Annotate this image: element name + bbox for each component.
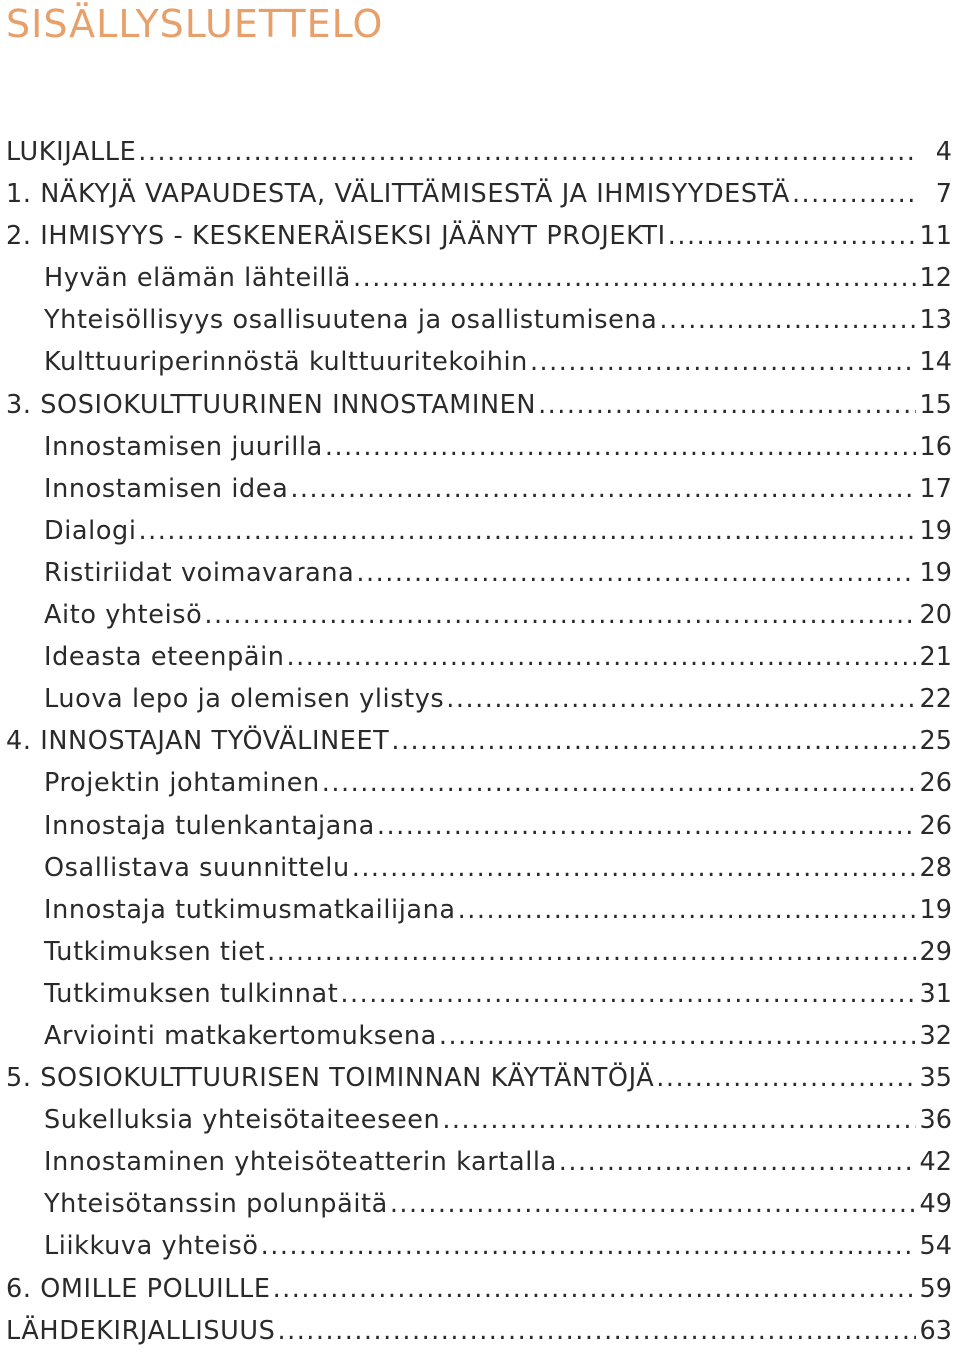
dot-leader	[340, 973, 915, 1015]
toc-entry-page-number: 54	[919, 1231, 952, 1262]
toc-entry-page-number: 13	[919, 305, 952, 336]
toc-entry[interactable]	[0, 215, 960, 257]
dot-leader	[139, 510, 916, 552]
toc-entry-title: LUKIJALLE	[6, 137, 137, 167]
toc-entry-title: Osallistava suunnittelu	[44, 852, 350, 883]
toc-entry[interactable]	[0, 468, 960, 510]
dot-leader	[138, 131, 918, 173]
toc-entry[interactable]	[0, 257, 960, 299]
toc-entry-page-number: 29	[919, 936, 952, 967]
toc-entry-page-number: 19	[919, 515, 952, 546]
toc-entry-page-number: 14	[919, 347, 952, 378]
dot-leader	[287, 636, 916, 678]
toc-entry[interactable]	[0, 1310, 960, 1352]
dot-leader	[353, 257, 916, 299]
toc-entry-page-number: 22	[919, 684, 952, 715]
toc-entry[interactable]	[0, 889, 960, 931]
toc-entry[interactable]	[0, 1183, 960, 1225]
page-title: SISÄLLYSLUETTELO	[6, 2, 384, 46]
toc-entry-title: Luova lepo ja olemisen ylistys	[44, 684, 445, 715]
toc-entry-title: Tutkimuksen tulkinnat	[44, 978, 339, 1009]
toc-entry-title: Kulttuuriperinnöstä kulttuuritekoihin	[44, 347, 528, 378]
toc-entry[interactable]	[0, 173, 960, 215]
toc-entry-page-number: 16	[919, 431, 952, 462]
toc-entry-title: Yhteisötanssin polunpäitä	[44, 1189, 388, 1220]
toc-entry[interactable]	[0, 510, 960, 552]
toc-entry-page-number: 36	[919, 1105, 952, 1136]
toc-entry-title: Aito yhteisö	[44, 600, 203, 631]
toc-entry-title: Innostaminen yhteisöteatterin kartalla	[44, 1147, 557, 1178]
dot-leader	[261, 1225, 916, 1267]
toc-entry[interactable]	[0, 1225, 960, 1267]
toc-entry-page-number: 7	[935, 179, 952, 210]
dot-leader	[656, 1057, 915, 1099]
toc-entry-page-number: 35	[919, 1063, 952, 1094]
toc-entry[interactable]	[0, 1057, 960, 1099]
toc-entry-page-number: 4	[935, 137, 952, 167]
toc-entry[interactable]	[0, 762, 960, 804]
dot-leader	[668, 215, 916, 257]
toc-entry[interactable]	[0, 426, 960, 468]
dot-leader	[390, 1183, 916, 1225]
dot-leader	[204, 594, 915, 636]
toc-entry[interactable]	[0, 805, 960, 847]
toc-entry[interactable]	[0, 847, 960, 889]
dot-leader	[377, 805, 916, 847]
toc-entry-page-number: 26	[919, 768, 952, 799]
table-of-contents	[0, 131, 960, 1352]
toc-entry-title: Projektin johtaminen	[44, 768, 320, 799]
dot-leader	[446, 678, 915, 720]
toc-entry-page-number: 12	[919, 263, 952, 294]
toc-entry[interactable]	[0, 299, 960, 341]
toc-entry-page-number: 20	[919, 600, 952, 631]
toc-entry-page-number: 32	[919, 1020, 952, 1051]
toc-entry-title: 3. SOSIOKULTTUURINEN INNOSTAMINEN	[6, 389, 537, 420]
toc-entry-title: Tutkimuksen tiet	[44, 936, 266, 967]
toc-entry[interactable]	[0, 384, 960, 426]
toc-entry-page-number: 63	[919, 1315, 952, 1346]
toc-entry-title: 2. IHMISYYS - KESKENERÄISEKSI JÄÄNYT PROJEKTI	[6, 221, 666, 252]
toc-entry-title: Innostamisen juurilla	[44, 431, 323, 462]
toc-entry-page-number: 31	[919, 978, 952, 1009]
dot-leader	[325, 426, 916, 468]
toc-entry-title: Arviointi matkakertomuksena	[44, 1020, 437, 1051]
toc-entry-title: 1. NÄKYJÄ VAPAUDESTA, VÄLITTÄMISESTÄ JA IHMISYYDESTÄ	[6, 179, 790, 210]
dot-leader	[792, 173, 918, 215]
toc-entry-page-number: 11	[919, 221, 952, 252]
toc-entry-page-number: 25	[919, 726, 952, 757]
dot-leader	[559, 1141, 916, 1183]
toc-entry-title: Hyvän elämän lähteillä	[44, 263, 352, 294]
toc-entry-title: Innostamisen idea	[44, 473, 289, 504]
toc-entry-title: Dialogi	[44, 515, 137, 546]
toc-entry-title: Liikkuva yhteisö	[44, 1231, 259, 1262]
toc-entry-page-number: 15	[919, 389, 952, 420]
toc-entry[interactable]	[0, 341, 960, 383]
toc-entry[interactable]	[0, 552, 960, 594]
toc-entry-title: Ristiriidat voimavarana	[44, 557, 355, 588]
dot-leader	[439, 1015, 916, 1057]
toc-entry-page-number: 19	[919, 557, 952, 588]
toc-entry[interactable]	[0, 720, 960, 762]
toc-entry-title: 6. OMILLE POLUILLE	[6, 1273, 271, 1304]
toc-entry-title: LÄHDEKIRJALLISUUS	[6, 1315, 276, 1346]
dot-leader	[538, 384, 915, 426]
toc-entry[interactable]	[0, 931, 960, 973]
toc-entry[interactable]	[0, 1141, 960, 1183]
toc-entry-title: Innostaja tulenkantajana	[44, 810, 375, 841]
toc-entry-page-number: 26	[919, 810, 952, 841]
dot-leader	[530, 341, 916, 383]
toc-entry-title: 5. SOSIOKULTTUURISEN TOIMINNAN KÄYTÄNTÖJÄ	[6, 1063, 655, 1094]
toc-entry-page-number: 42	[919, 1147, 952, 1178]
dot-leader	[442, 1099, 915, 1141]
toc-entry-title: Yhteisöllisyys osallisuutena ja osallistumisena	[44, 305, 658, 336]
toc-entry[interactable]	[0, 131, 960, 173]
toc-entry[interactable]	[0, 1268, 960, 1310]
dot-leader	[356, 552, 915, 594]
dot-leader	[352, 847, 916, 889]
toc-entry-page-number: 17	[919, 473, 952, 504]
dot-leader	[322, 762, 916, 804]
toc-entry[interactable]	[0, 636, 960, 678]
toc-entry-page-number: 28	[919, 852, 952, 883]
dot-leader	[267, 931, 915, 973]
toc-entry-page-number: 21	[919, 642, 952, 673]
dot-leader	[659, 299, 915, 341]
toc-entry[interactable]	[0, 973, 960, 1015]
toc-entry[interactable]	[0, 594, 960, 636]
toc-entry-page-number: 49	[919, 1189, 952, 1220]
toc-entry[interactable]	[0, 1099, 960, 1141]
toc-entry-page-number: 59	[919, 1273, 952, 1304]
toc-entry-title: Ideasta eteenpäin	[44, 642, 285, 673]
dot-leader	[290, 468, 915, 510]
toc-entry-title: Sukelluksia yhteisötaiteeseen	[44, 1105, 441, 1136]
dot-leader	[391, 720, 915, 762]
toc-entry-title: 4. INNOSTAJAN TYÖVÄLINEET	[6, 726, 390, 757]
dot-leader	[458, 889, 916, 931]
toc-entry-title: Innostaja tutkimusmatkailijana	[44, 894, 456, 925]
dot-leader	[277, 1310, 915, 1352]
toc-entry-page-number: 19	[919, 894, 952, 925]
toc-entry[interactable]	[0, 678, 960, 720]
dot-leader	[273, 1268, 916, 1310]
toc-entry[interactable]	[0, 1015, 960, 1057]
